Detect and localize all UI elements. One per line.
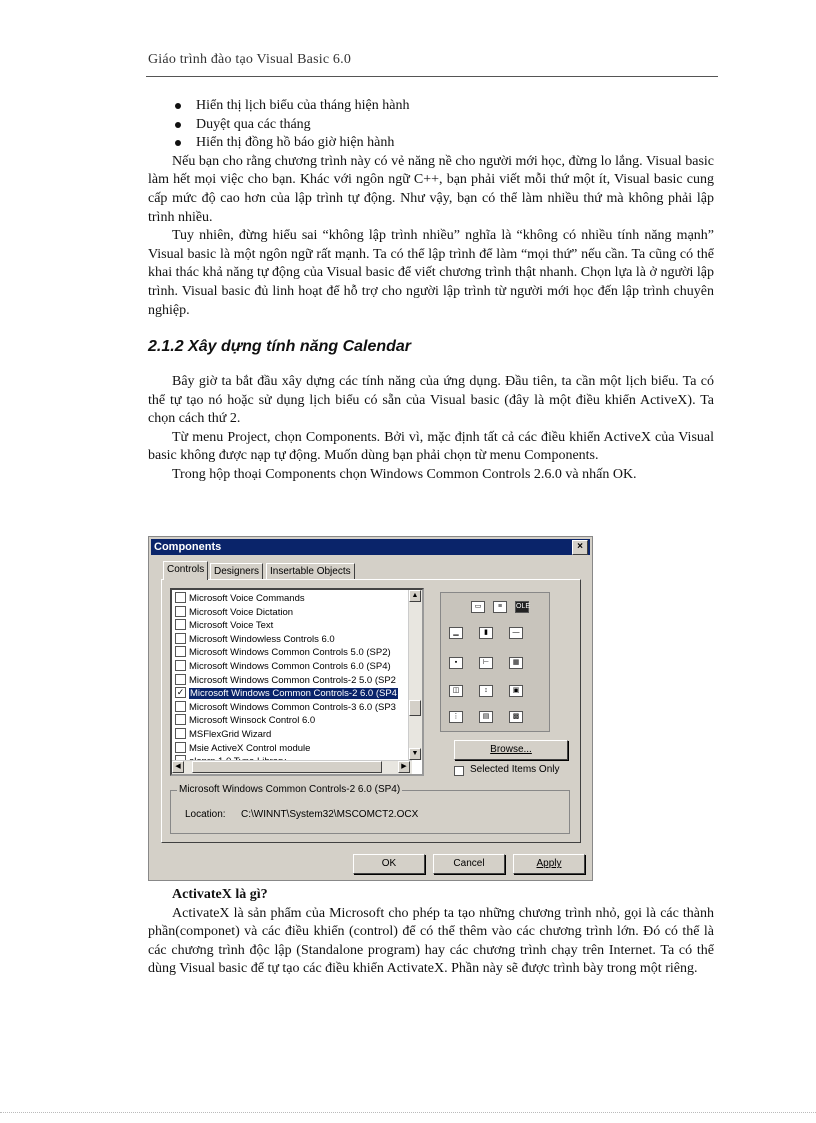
list-item[interactable] bbox=[175, 592, 305, 605]
paragraph: ActivateX là sản phẩm của Microsoft cho phép ta tạo những chương trình nhỏ, gọi là các thành phần(componet) và các điều khiển (control) để có thể thêm vào các chương trình lớn. Đó có thể là các chương trình độc lập (Standalone program) hay các chương trình chạy trên Internet. Ta có thể dùng Visual basic để tự tạo các điều khiển ActivateX. Phần này sẽ được trình bày trong một riêng. bbox=[148, 905, 714, 977]
list-item-checkbox[interactable] bbox=[175, 728, 186, 739]
scroll-thumb[interactable] bbox=[409, 700, 421, 716]
list-item-checkbox[interactable] bbox=[175, 619, 186, 630]
scroll-left-icon[interactable]: ◀ bbox=[172, 761, 184, 773]
list-item-checkbox[interactable] bbox=[175, 606, 186, 617]
list-item[interactable] bbox=[175, 714, 315, 727]
activex-section bbox=[148, 886, 714, 979]
tab-strip-icon: ▭ bbox=[471, 601, 485, 613]
list-item-label: Microsoft Windows Common Controls-2 5.0 (SP2 bbox=[189, 674, 396, 686]
list-item-checkbox[interactable] bbox=[175, 742, 186, 753]
list-item-checkbox[interactable] bbox=[175, 714, 186, 725]
cancel-button[interactable]: Cancel bbox=[433, 854, 505, 874]
list-item-label: Msie ActiveX Control module bbox=[189, 742, 311, 754]
vertical-scrollbar[interactable] bbox=[408, 590, 422, 760]
feature-item: Duyệt qua các tháng bbox=[148, 116, 714, 135]
list-item-checkbox[interactable] bbox=[175, 646, 186, 657]
footer-divider bbox=[0, 1112, 816, 1113]
ok-button[interactable]: OK bbox=[353, 854, 425, 874]
location-label: Location: bbox=[185, 809, 226, 820]
list-item[interactable] bbox=[175, 633, 335, 646]
paragraph: Từ menu Project, chọn Components. Bởi vì, mặc định tất cả các điều khiển ActiveX của Visual basic không được nạp tự động. Muốn dùng bạn phải chọn từ menu Components. bbox=[148, 429, 714, 464]
treeview-icon: ⊢ bbox=[479, 657, 493, 669]
list-item-checkbox[interactable] bbox=[175, 592, 186, 603]
paragraph: Trong hộp thoại Components chọn Windows Common Controls 2.6.0 và nhấn OK. bbox=[172, 466, 637, 482]
list-item[interactable] bbox=[175, 687, 398, 700]
selected-only-label: Selected Items Only bbox=[470, 764, 560, 775]
list-item[interactable] bbox=[175, 660, 391, 673]
list-item[interactable] bbox=[175, 619, 273, 632]
section-heading: 2.1.2 Xây dựng tính năng Calendar bbox=[148, 338, 412, 355]
imagelist-icon: ▪ bbox=[449, 657, 463, 669]
scroll-right-icon[interactable]: ▶ bbox=[398, 761, 410, 773]
components-dialog bbox=[148, 536, 593, 881]
updown-icon: ↕ bbox=[479, 685, 493, 697]
tab-insertable-objects[interactable]: Insertable Objects bbox=[266, 563, 355, 580]
list-item-checkbox[interactable] bbox=[175, 633, 186, 644]
browse-button[interactable]: Browse... bbox=[454, 740, 568, 760]
slider-icon: — bbox=[509, 627, 523, 639]
list-item-label: Microsoft Voice Dictation bbox=[189, 606, 294, 618]
list-item[interactable] bbox=[175, 728, 271, 741]
list-item-label: Microsoft Winsock Control 6.0 bbox=[189, 715, 316, 727]
progress-icon: ▮ bbox=[479, 627, 493, 639]
components-list[interactable] bbox=[170, 588, 424, 776]
list-item[interactable] bbox=[175, 606, 293, 619]
close-icon[interactable]: × bbox=[572, 540, 588, 555]
list-item-label: Microsoft Voice Commands bbox=[189, 593, 305, 604]
bullet-icon bbox=[175, 103, 181, 109]
tab-designers[interactable]: Designers bbox=[210, 563, 263, 580]
paragraph: Tuy nhiên, đừng hiểu sai “không lập trình nhiều” nghĩa là “không có nhiều tính năng mạnh” Visual basic là một ngôn ngữ rất mạnh. Ta có thể lập trình để làm “mọi thứ” nếu cần. Ta cũng có thể khai thác khả năng tự động của Visual basic để viết chương trình thật nhanh. Chọn lựa là ở người lập trình. Visual basic đủ linh hoạt để hỗ trợ cho người lập trình từ người mới học đến lập trình chuyên nghiệp. bbox=[148, 228, 714, 318]
feature-item: Hiển thị đồng hồ báo giờ hiện hành bbox=[148, 134, 714, 153]
selected-only-checkbox[interactable] bbox=[454, 766, 464, 776]
list-item-label: Microsoft Windows Common Controls-2 6.0 (SP4 bbox=[190, 688, 397, 700]
toolbar-icon: ≡ bbox=[493, 601, 507, 613]
list-item-label: Microsoft Windows Common Controls 6.0 (SP4) bbox=[189, 661, 391, 672]
intro-section bbox=[148, 97, 714, 320]
list-item-checkbox[interactable] bbox=[175, 701, 186, 712]
list-item-checkbox[interactable]: ✓ bbox=[176, 687, 185, 698]
toolbox-preview bbox=[440, 592, 550, 732]
list-item-label: Microsoft Windows Common Controls 5.0 (SP2) bbox=[189, 647, 391, 659]
calendar-section bbox=[148, 373, 714, 485]
list-item[interactable] bbox=[175, 742, 310, 755]
hscroll-thumb[interactable] bbox=[192, 761, 382, 773]
feature-list bbox=[148, 97, 714, 153]
list-item[interactable] bbox=[175, 674, 396, 687]
scroll-down-icon[interactable]: ▼ bbox=[409, 748, 421, 760]
list-item-checkbox[interactable] bbox=[175, 660, 186, 671]
dialog-titlebar bbox=[151, 539, 590, 555]
list-item[interactable] bbox=[175, 646, 391, 659]
list-item-label: Microsoft Voice Text bbox=[189, 620, 274, 632]
list-item-label: Microsoft Windowless Controls 6.0 bbox=[189, 633, 335, 645]
dialog-title: Components bbox=[154, 541, 222, 553]
coolbar-icon: ▩ bbox=[509, 711, 523, 723]
monthview-icon: ▣ bbox=[509, 685, 523, 697]
apply-button[interactable]: Apply bbox=[513, 854, 585, 874]
group-label: Microsoft Windows Common Controls-2 6.0 (SP4) bbox=[179, 784, 401, 795]
controls-panel bbox=[161, 579, 581, 843]
header-divider bbox=[146, 76, 718, 77]
ole-icon: OLE bbox=[515, 601, 529, 613]
horizontal-scrollbar[interactable] bbox=[172, 760, 412, 774]
tab-controls[interactable]: Controls bbox=[163, 561, 208, 580]
activex-title: ActivateX là gì? bbox=[172, 887, 268, 902]
statusbar-icon: ▁ bbox=[449, 627, 463, 639]
bullet-icon bbox=[175, 140, 181, 146]
list-item-label: MSFlexGrid Wizard bbox=[189, 729, 272, 740]
list-item[interactable] bbox=[175, 701, 396, 714]
animation-icon: ◫ bbox=[449, 685, 463, 697]
paragraph: Nếu bạn cho rằng chương trình này có vẻ năng nề cho người mới học, đừng lo lắng. Visual basic làm hết mọi việc cho bạn. Khác với ngôn ngữ C++, bạn phải viết mỗi thứ một ít, Visual basic cung cấp mức độ cao hơn của lập trình tự động. Như vậy, bạn có thể làm nhiều thứ mà không phải lập trình nhiều. bbox=[148, 153, 714, 225]
flatscrollbar-icon: ⋮ bbox=[449, 711, 463, 723]
scroll-up-icon[interactable]: ▲ bbox=[409, 590, 421, 602]
feature-item: Hiển thị lịch biểu của tháng hiện hành bbox=[148, 97, 714, 116]
listview-icon: ▦ bbox=[509, 657, 523, 669]
list-item-checkbox[interactable] bbox=[175, 674, 186, 685]
datepicker-icon: ▤ bbox=[479, 711, 493, 723]
location-value: C:\WINNT\System32\MSCOMCT2.OCX bbox=[241, 809, 419, 820]
paragraph: Bây giờ ta bắt đầu xây dựng các tính năng của ứng dụng. Đầu tiên, ta cần một lịch biểu. Ta có thể tự tạo nó hoặc sử dụng lịch biểu có sẵn của Visual basic (đây là một điều khiển ActiveX). Ta chọn cách thứ 2. bbox=[148, 374, 714, 427]
page-header: Giáo trình đào tạo Visual Basic 6.0 bbox=[148, 52, 352, 67]
list-item-label: Microsoft Windows Common Controls-3 6.0 (SP3 bbox=[189, 701, 396, 713]
bullet-icon bbox=[175, 122, 181, 128]
component-info-group bbox=[170, 784, 570, 834]
